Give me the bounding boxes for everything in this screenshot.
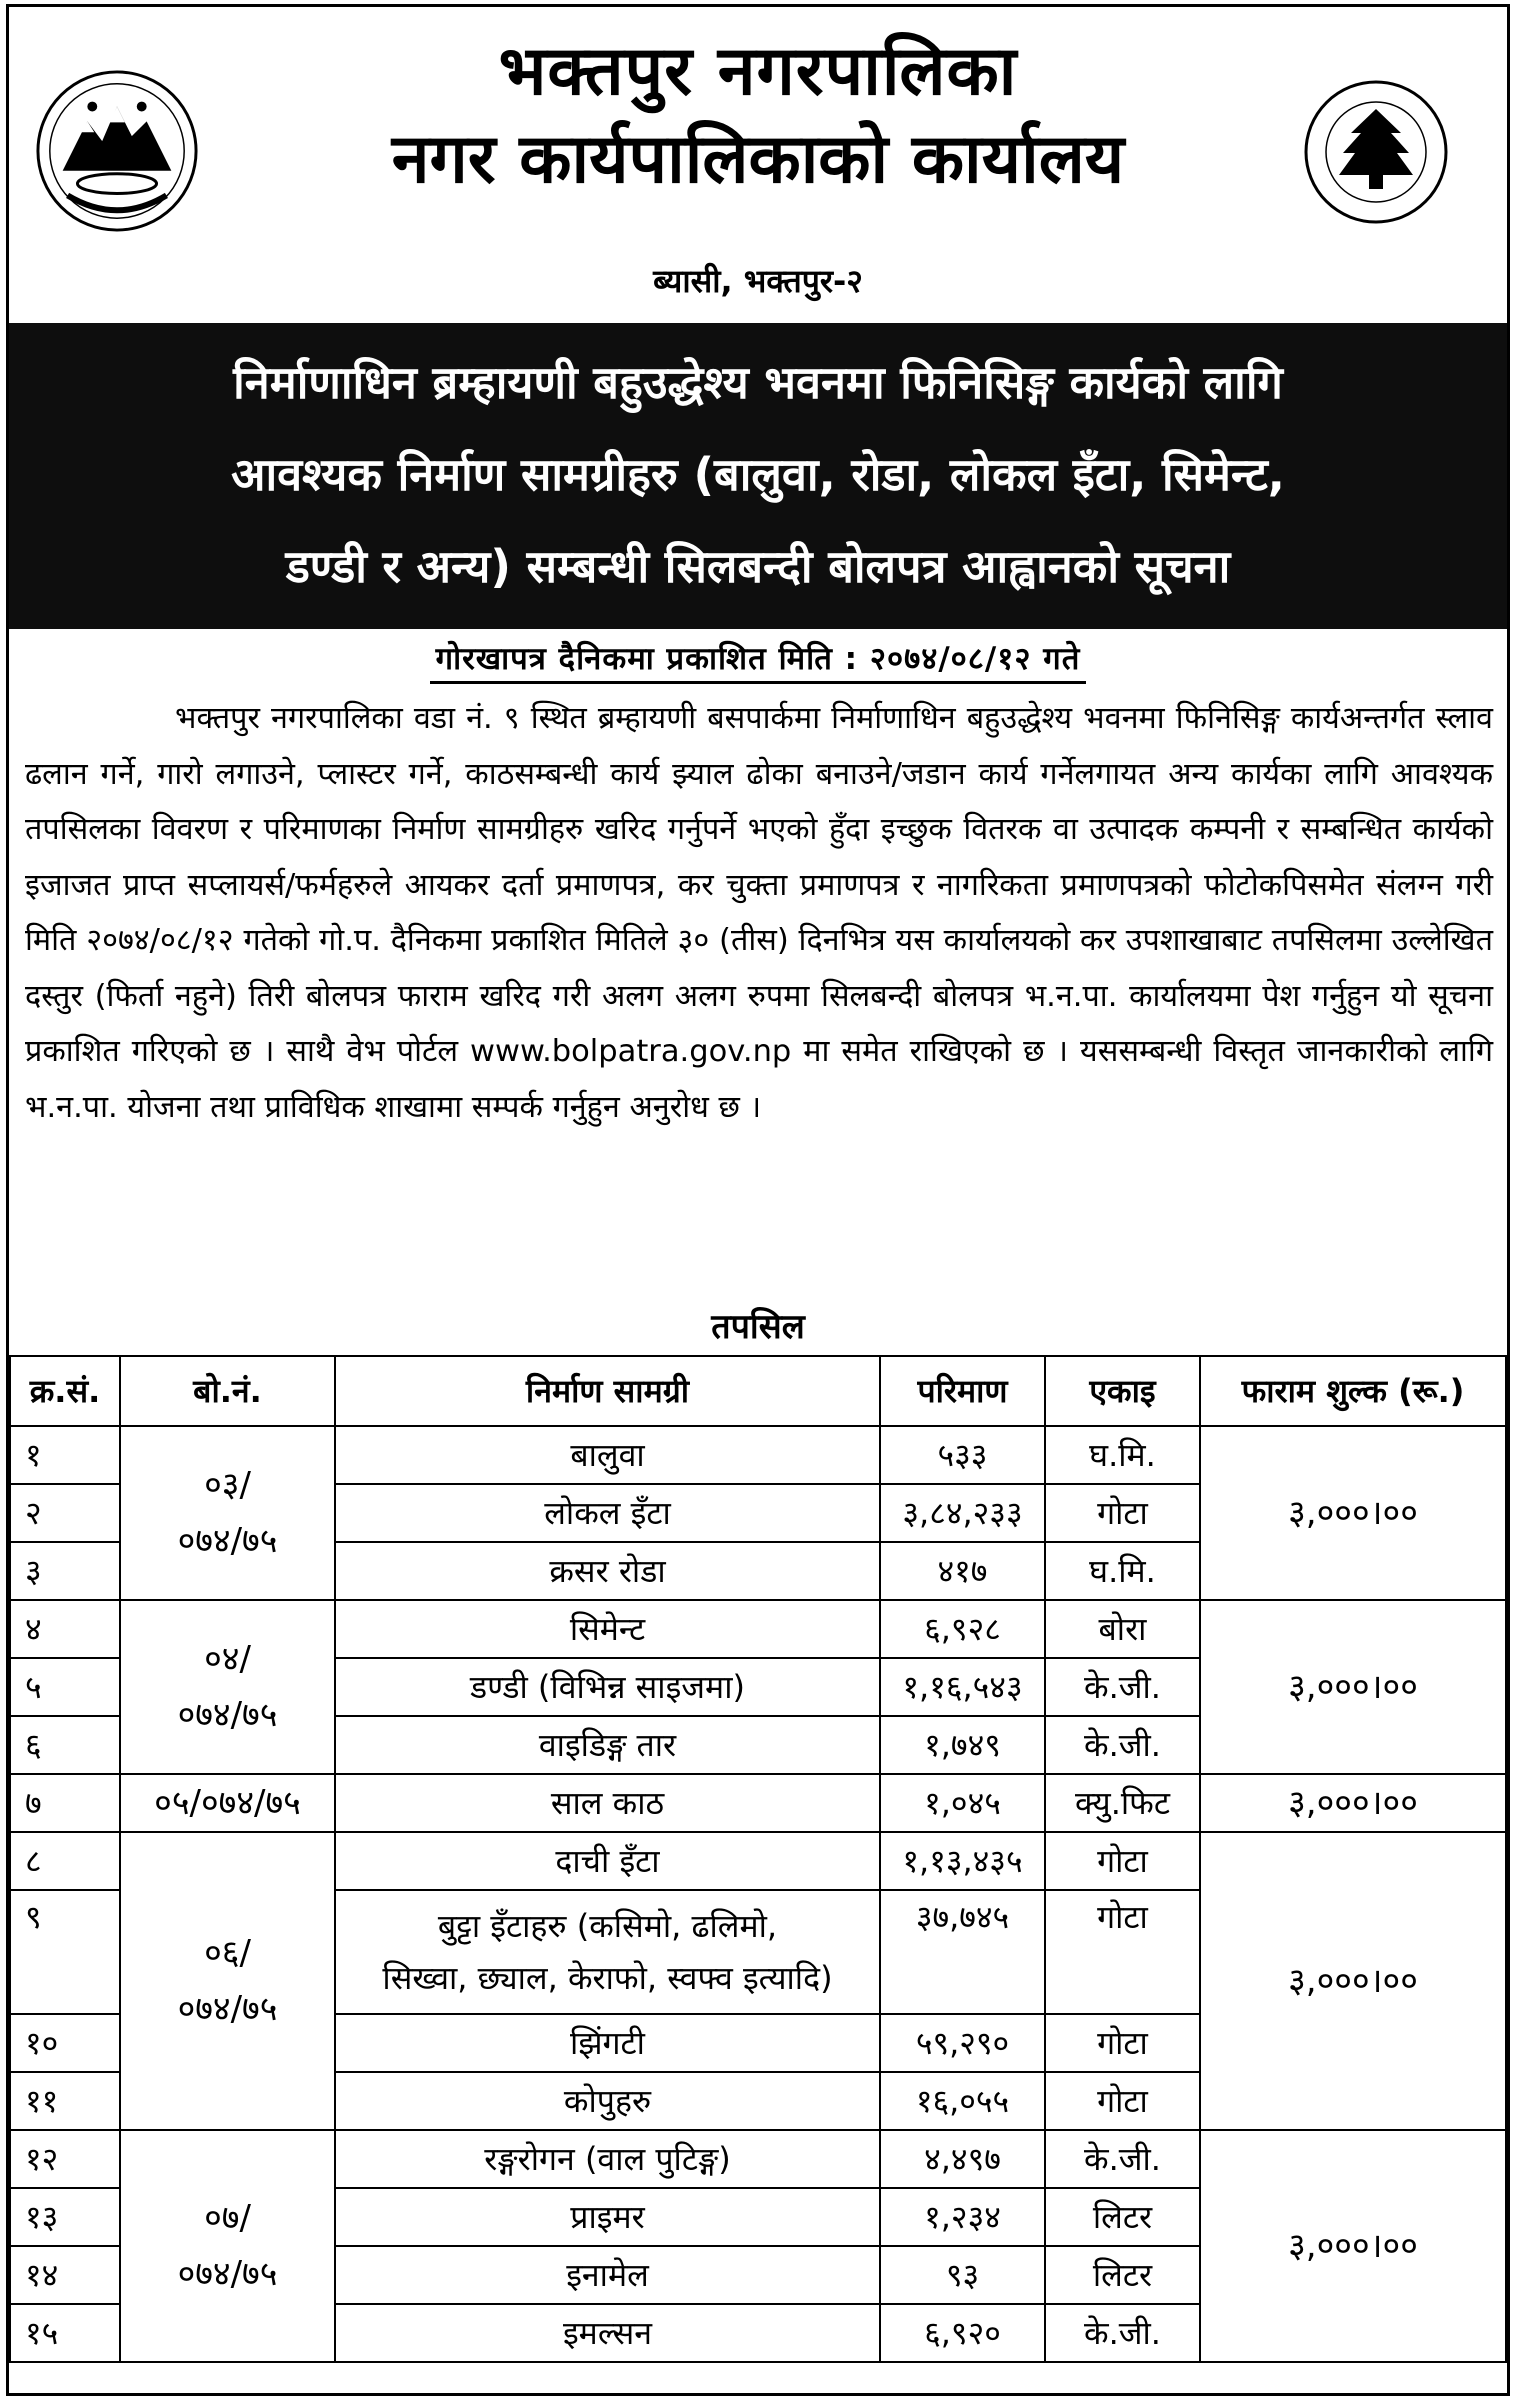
cell-material: बालुवा	[335, 1426, 880, 1484]
notice-banner	[9, 323, 1507, 629]
cell-unit: के.जी.	[1045, 1716, 1200, 1774]
cell-sn: ११	[10, 2072, 120, 2130]
cell-quantity: १,१३,४३५	[880, 1832, 1045, 1890]
col-header-bono: बो.नं.	[120, 1356, 335, 1426]
cell-sn: २	[10, 1484, 120, 1542]
table-row	[10, 2130, 1506, 2188]
cell-material: सिमेन्ट	[335, 1600, 880, 1658]
bono-line: ०७४/७५	[177, 1695, 278, 1735]
cell-material: झिंगटी	[335, 2014, 880, 2072]
cell-material: डण्डी (विभिन्न साइजमा)	[335, 1658, 880, 1716]
bono-line: ०७४/७५	[177, 2254, 278, 2294]
cell-quantity: ३७,७४५	[880, 1890, 1045, 2014]
bono-line: ०७४/७५	[177, 1521, 278, 1561]
cell-quantity: १,०४५	[880, 1774, 1045, 1832]
cell-unit: गोटा	[1045, 1832, 1200, 1890]
col-header-fee: फाराम शुल्क (रू.)	[1200, 1356, 1506, 1426]
cell-unit: क्यु.फिट	[1045, 1774, 1200, 1832]
material-line: बुट्टा इँटाहरु (कसिमो, ढलिमो,	[437, 1907, 778, 1945]
cell-bono: ०५/०७४/७५	[120, 1774, 335, 1832]
cell-sn: ७	[10, 1774, 120, 1832]
cell-unit: के.जी.	[1045, 2304, 1200, 2362]
cell-sn: १०	[10, 2014, 120, 2072]
cell-fee: ३,०००।००	[1200, 1600, 1506, 1774]
cell-unit: गोटा	[1045, 2072, 1200, 2130]
cell-quantity: १६,०५५	[880, 2072, 1045, 2130]
cell-material: साल काठ	[335, 1774, 880, 1832]
cell-fee: ३,०००।००	[1200, 1832, 1506, 2130]
cell-unit: घ.मि.	[1045, 1542, 1200, 1600]
cell-material: कोपुहरु	[335, 2072, 880, 2130]
table-row	[10, 1774, 1506, 1832]
cell-unit: बोरा	[1045, 1600, 1200, 1658]
cell-sn: ६	[10, 1716, 120, 1774]
table-row	[10, 1832, 1506, 1890]
publication-line	[9, 629, 1507, 691]
banner-line-3: डण्डी र अन्य) सम्बन्धी सिलबन्दी बोलपत्र आह्वानको सूचना	[285, 540, 1231, 593]
municipality-seal-icon	[1301, 77, 1451, 227]
cell-quantity: १,७४९	[880, 1716, 1045, 1774]
cell-quantity: ६,९२८	[880, 1600, 1045, 1658]
cell-material	[335, 1890, 880, 2014]
bono-line: ०७४/७५	[177, 1989, 278, 2029]
cell-sn: ८	[10, 1832, 120, 1890]
cell-material: रङ्गरोगन (वाल पुटिङ्ग)	[335, 2130, 880, 2188]
banner-line-1: निर्माणाधिन ब्रम्हायणी बहुउद्धेश्य भवनमा फिनिसिङ्ग कार्यको लागि	[233, 356, 1283, 409]
cell-quantity: ९३	[880, 2246, 1045, 2304]
bono-line: ०६/	[204, 1933, 251, 1973]
banner-line-2: आवश्यक निर्माण सामग्रीहरु (बालुवा, रोडा, लोकल इँटा, सिमेन्ट,	[231, 448, 1285, 501]
cell-bono	[120, 1426, 335, 1600]
cell-sn: १५	[10, 2304, 120, 2362]
cell-material: इनामेल	[335, 2246, 880, 2304]
cell-quantity: ४,४९७	[880, 2130, 1045, 2188]
cell-unit: गोटा	[1045, 1484, 1200, 1542]
cell-sn: १२	[10, 2130, 120, 2188]
cell-unit: गोटा	[1045, 2014, 1200, 2072]
table-row	[10, 1600, 1506, 1658]
cell-unit: लिटर	[1045, 2246, 1200, 2304]
cell-quantity: ६,९२०	[880, 2304, 1045, 2362]
col-header-quantity: परिमाण	[880, 1356, 1045, 1426]
cell-fee: ३,०००।००	[1200, 1774, 1506, 1832]
header	[9, 7, 1507, 323]
cell-sn: ९	[10, 1890, 120, 2014]
col-header-unit: एकाइ	[1045, 1356, 1200, 1426]
cell-unit: के.जी.	[1045, 2130, 1200, 2188]
publication-date: गोरखापत्र दैनिकमा प्रकाशित मिति : २०७४/०८/१२ गते	[430, 637, 1087, 684]
notice-page	[6, 4, 1510, 2396]
cell-sn: १	[10, 1426, 120, 1484]
cell-bono	[120, 1600, 335, 1774]
cell-sn: १४	[10, 2246, 120, 2304]
col-header-material: निर्माण सामग्री	[335, 1356, 880, 1426]
org-subtitle: नगर कार्यपालिकाको कार्यालय	[391, 120, 1125, 199]
cell-quantity: ५३३	[880, 1426, 1045, 1484]
cell-sn: ३	[10, 1542, 120, 1600]
cell-material: प्राइमर	[335, 2188, 880, 2246]
cell-sn: ४	[10, 1600, 120, 1658]
material-line: सिख्वा, छ्याल, केराफो, स्वफ्व इत्यादि)	[382, 1959, 833, 1997]
cell-material: लोकल इँटा	[335, 1484, 880, 1542]
bono-line: ०७/	[204, 2198, 251, 2238]
cell-quantity: १,२३४	[880, 2188, 1045, 2246]
org-address: ब्यासी, भक्तपुर-२	[653, 262, 863, 300]
cell-quantity: ५९,२९०	[880, 2014, 1045, 2072]
cell-material: वाइडिङ्ग तार	[335, 1716, 880, 1774]
bono-line: ०३/	[204, 1465, 251, 1505]
org-title: भक्तपुर नगरपालिका	[498, 32, 1018, 111]
cell-material: क्रसर रोडा	[335, 1542, 880, 1600]
bono-line: ०४/	[204, 1639, 251, 1679]
cell-unit: गोटा	[1045, 1890, 1200, 2014]
table-row	[10, 1426, 1506, 1484]
cell-quantity: ४१७	[880, 1542, 1045, 1600]
cell-bono	[120, 1832, 335, 2130]
cell-unit: लिटर	[1045, 2188, 1200, 2246]
cell-unit: के.जी.	[1045, 1658, 1200, 1716]
cell-quantity: ३,८४,२३३	[880, 1484, 1045, 1542]
cell-fee: ३,०००।००	[1200, 2130, 1506, 2362]
cell-bono	[120, 2130, 335, 2362]
cell-quantity: १,१६,५४३	[880, 1658, 1045, 1716]
cell-sn: ५	[10, 1658, 120, 1716]
notice-body: भक्तपुर नगरपालिका वडा नं. ९ स्थित ब्रम्हायणी बसपार्कमा निर्माणाधिन बहुउद्धेश्य भवनमा फिनिसिङ्ग कार्यअन्तर्गत स्लाव ढलान गर्ने, गारो लगाउने, प्लास्टर गर्ने, काठसम्बन्धी कार्य झ्याल ढोका बनाउने/जडान कार्य गर्नेलगायत अन्य कार्यका लागि आवश्यक तपसिलका विवरण र परिमाणका निर्माण सामग्रीहरु खरिद गर्नुपर्ने भएको हुँदा इच्छुक वितरक वा उत्पादक कम्पनी र सम्बन्धित कार्यको इजाजत प्राप्त सप्लायर्स/फर्महरुले आयकर दर्ता प्रमाणपत्र, कर चुक्ता प्रमाणपत्र र नागरिकता प्रमाणपत्रको फोटोकपिसमेत संलग्न गरी मिति २०७४/०८/१२ गतेको गो.प. दैनिकमा प्रकाशित मितिले ३० (तीस) दिनभित्र यस कार्यालयको कर उपशाखाबाट तपसिलमा उल्लेखित दस्तुर (फिर्ता नहुने) तिरी बोलपत्र फाराम खरिद गरी अलग अलग रुपमा सिलबन्दी बोलपत्र भ.न.पा. कार्यालयमा पेश गर्नुहुन यो सूचना प्रकाशित गरिएको छ । साथै वेभ पोर्टल www.bolpatra.gov.np मा समेत राखिएको छ । यससम्बन्धी विस्तृत जानकारीको लागि भ.न.पा. योजना तथा प्राविधिक शाखामा सम्पर्क गर्नुहुन अनुरोध छ ।	[25, 701, 1493, 1125]
table-header-row	[10, 1356, 1506, 1426]
schedule-heading: तपसिल	[711, 1307, 805, 1347]
cell-material: दाची इँटा	[335, 1832, 880, 1890]
col-header-sn: क्र.सं.	[10, 1356, 120, 1426]
cell-unit: घ.मि.	[1045, 1426, 1200, 1484]
cell-fee: ३,०००।००	[1200, 1426, 1506, 1600]
cell-material: इमल्सन	[335, 2304, 880, 2362]
cell-sn: १३	[10, 2188, 120, 2246]
schedule-table	[9, 1355, 1507, 2363]
